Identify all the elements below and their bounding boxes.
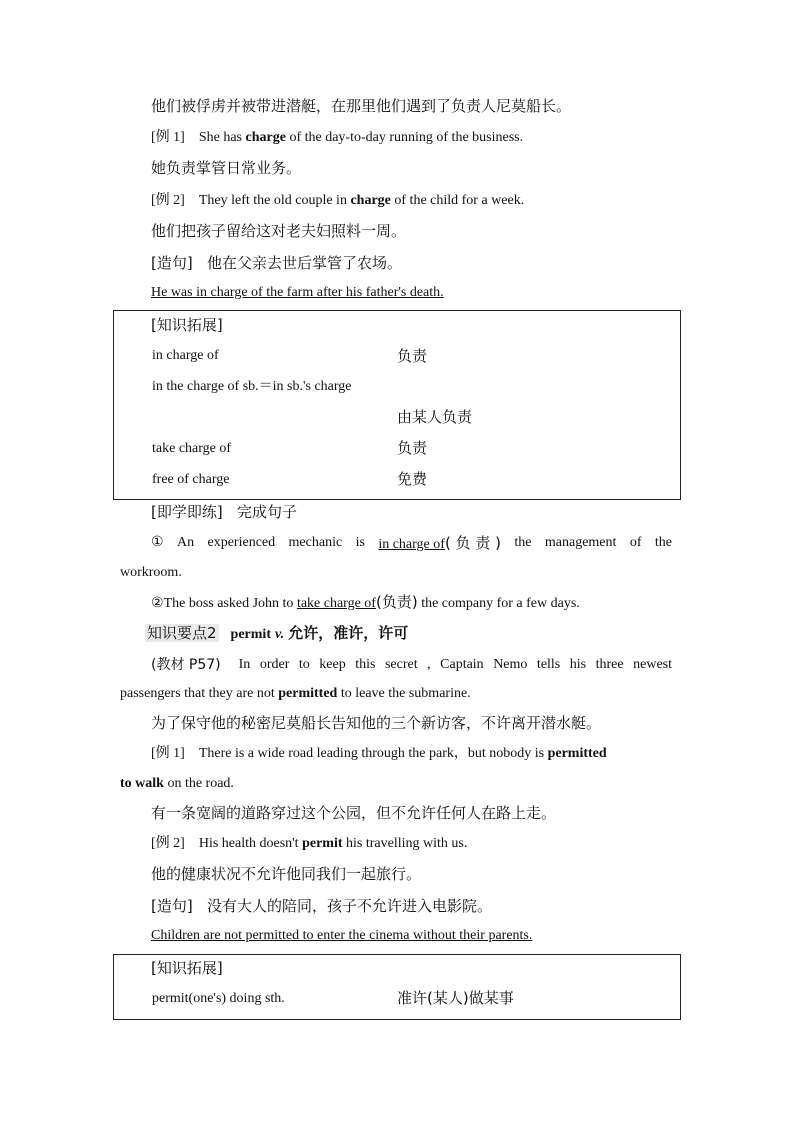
example-text: of the child for a week. xyxy=(390,193,525,208)
q2-hint: (负责) xyxy=(375,593,418,611)
q1-word: ① xyxy=(151,535,164,550)
q2-answer: take charge of xyxy=(296,596,376,611)
keyword: charge xyxy=(245,130,286,145)
keyword: charge xyxy=(350,193,391,208)
permit-example-1-translation: 有一条宽阔的道路穿过这个公园，但不允许任何人在路上走。 xyxy=(151,804,557,822)
zaoju-label: [造句] xyxy=(151,254,193,272)
q1-word: is xyxy=(355,535,365,550)
zaoju-chinese: 没有大人的陪同，孩子不允许进入电影院。 xyxy=(207,897,493,915)
example-text: his travelling with us. xyxy=(342,836,468,851)
knowledge-box xyxy=(113,310,681,500)
example-text: There is a wide road leading through the park，but nobody is xyxy=(198,746,548,761)
practice-q2 xyxy=(151,592,580,614)
example-2 xyxy=(151,191,524,211)
keyword: permitted xyxy=(547,746,607,761)
zaoju-label: [造句] xyxy=(151,897,193,915)
textbook-line-1 xyxy=(151,655,672,675)
q1-word: experienced xyxy=(207,535,276,550)
permit-example-1-wrap xyxy=(120,774,234,794)
textbook-text: passengers that they are not xyxy=(120,686,279,701)
q1-word: the xyxy=(654,535,672,550)
q1-word: An xyxy=(176,535,195,550)
box-row-zh: 负责 xyxy=(397,347,428,365)
example-label: [例 1] xyxy=(151,130,185,145)
practice-heading xyxy=(151,502,297,522)
zaoju-prompt xyxy=(151,896,492,916)
example-text: on the road. xyxy=(163,776,234,791)
practice-label: [即学即练] xyxy=(151,503,223,521)
example-label: [例 2] xyxy=(151,836,185,851)
zaoju-answer: Children are not permitted to enter the cinema without their parents. xyxy=(151,928,533,943)
translation-line: 他们被俘虏并被带进潜艇，在那里他们遇到了负责人尼莫船长。 xyxy=(151,97,572,115)
example-text: They left the old couple in xyxy=(198,193,351,208)
keyword: to walk xyxy=(120,776,164,791)
keyword: permit xyxy=(302,836,343,851)
example-text: She has xyxy=(198,130,246,145)
keyword: permitted xyxy=(278,686,338,701)
permit-example-1 xyxy=(151,744,607,764)
permit-example-2 xyxy=(151,834,467,854)
example-label: [例 2] xyxy=(151,193,185,208)
zaoju-prompt xyxy=(151,253,402,273)
textbook-text: to leave the submarine. xyxy=(337,686,471,701)
q1-word: the xyxy=(514,535,532,550)
permit-example-2-translation: 他的健康状况不允许他同我们一起旅行。 xyxy=(151,865,422,883)
q1-word: mechanic xyxy=(288,535,343,550)
box-row-zh: 由某人负责 xyxy=(397,408,473,426)
textbook-line-2 xyxy=(120,684,471,704)
textbook-label: (教材 P57) xyxy=(151,657,221,673)
practice-q1 xyxy=(151,533,672,555)
box-row-zh: 负责 xyxy=(397,439,428,457)
q1-word: management xyxy=(544,535,617,550)
heading-pos: v. xyxy=(274,627,285,642)
heading-zh: 允许，准许，许可 xyxy=(288,624,409,642)
zaoju-chinese: 他在父亲去世后掌管了农场。 xyxy=(207,254,403,272)
section-heading xyxy=(145,623,408,645)
box-row-zh: 免费 xyxy=(397,470,428,488)
q2-text: ②The boss asked John to xyxy=(151,596,297,611)
example-2-translation: 他们把孩子留给这对老夫妇照料一周。 xyxy=(151,222,407,240)
q2-text: the company for a few days. xyxy=(417,596,580,611)
q1-hint: ( 负 责 ) xyxy=(444,534,501,552)
example-1-translation: 她负责掌管日常业务。 xyxy=(151,159,302,177)
zaoju-answer: He was in charge of the farm after his father's death. xyxy=(151,285,444,300)
box-title: [知识拓展] xyxy=(151,959,223,977)
box-row-zh: 准许(某人)做某事 xyxy=(397,989,514,1007)
box-title: [知识拓展] xyxy=(151,316,223,334)
heading-word: permit xyxy=(230,627,271,642)
textbook-translation: 为了保守他的秘密尼莫船长告知他的三个新访客，不许离开潜水艇。 xyxy=(151,714,602,732)
textbook-text: In order to keep this secret , Captain Nemo tells his three newest xyxy=(238,657,672,672)
heading-tag: 知识要点2 xyxy=(147,624,217,642)
box-row-en: in the charge of sb.＝in sb.'s charge xyxy=(152,379,352,394)
knowledge-box xyxy=(113,954,681,1020)
example-label: [例 1] xyxy=(151,746,185,761)
box-row-en: take charge of xyxy=(152,441,232,456)
box-row-en: in charge of xyxy=(152,348,219,363)
example-text: of the day-to-day running of the business. xyxy=(285,130,524,145)
example-1 xyxy=(151,128,523,148)
practice-title: 完成句子 xyxy=(237,503,298,521)
example-text: His health doesn't xyxy=(198,836,303,851)
box-row-en: free of charge xyxy=(152,472,230,487)
q1-word: of xyxy=(629,535,642,550)
box-row-en: permit(one's) doing sth. xyxy=(152,991,285,1006)
q1-answer: in charge of xyxy=(378,537,445,552)
practice-q1-wrap: workroom. xyxy=(120,565,182,580)
